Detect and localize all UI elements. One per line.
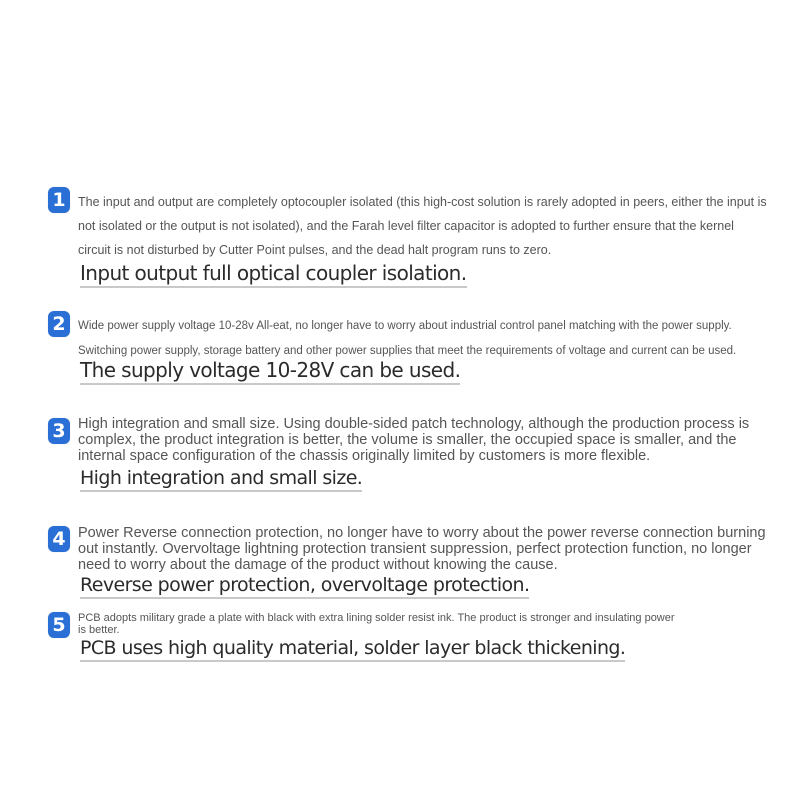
number-badge-icon: 1 bbox=[48, 187, 70, 213]
feature-heading: The supply voltage 10-28V can be used. bbox=[80, 358, 460, 385]
feature-description: Wide power supply voltage 10-28v All-eat, no longer have to worry about industrial control panel matching with the power supply. Switching power supply, storage battery and other power supplies that meet the requirements of voltage and current can be used. bbox=[78, 320, 737, 357]
feature-heading: PCB uses high quality material, solder layer black thickening. bbox=[80, 637, 625, 662]
number-badge-icon: 4 bbox=[48, 526, 70, 552]
number-badge-icon: 3 bbox=[48, 418, 70, 444]
feature-description: High integration and small size. Using double-sided patch technology, although the production process is complex, the product integration is better, the volume is smaller, the occupied space is smaller, and the internal space configuration of the chassis originally limited by customers is more flexible. bbox=[78, 416, 750, 464]
feature-description: PCB adopts military grade a plate with black with extra lining solder resist ink. The product is stronger and insulating power is better. bbox=[78, 612, 675, 636]
number-badge-icon: 2 bbox=[48, 311, 70, 337]
number-badge-icon: 5 bbox=[48, 612, 70, 638]
feature-description: The input and output are completely optocoupler isolated (this high-cost solution is rarely adopted in peers, either the input is not isolated or the output is not isolated), and the Farah level filter capacitor is adopted to further ensure that the kernel circuit is not disturbed by Cutter Point pulses, and the dead halt program runs to zero. bbox=[78, 195, 767, 257]
feature-heading: Reverse power protection, overvoltage protection. bbox=[80, 574, 529, 599]
feature-heading: High integration and small size. bbox=[80, 467, 362, 492]
feature-heading: Input output full optical coupler isolation. bbox=[80, 261, 467, 288]
feature-description: Power Reverse connection protection, no longer have to worry about the power reverse connection burning out instantly. Overvoltage lightning protection transient suppression, perfect protection function, no longer need to worry about the damage of the product without knowing the cause. bbox=[78, 525, 766, 573]
